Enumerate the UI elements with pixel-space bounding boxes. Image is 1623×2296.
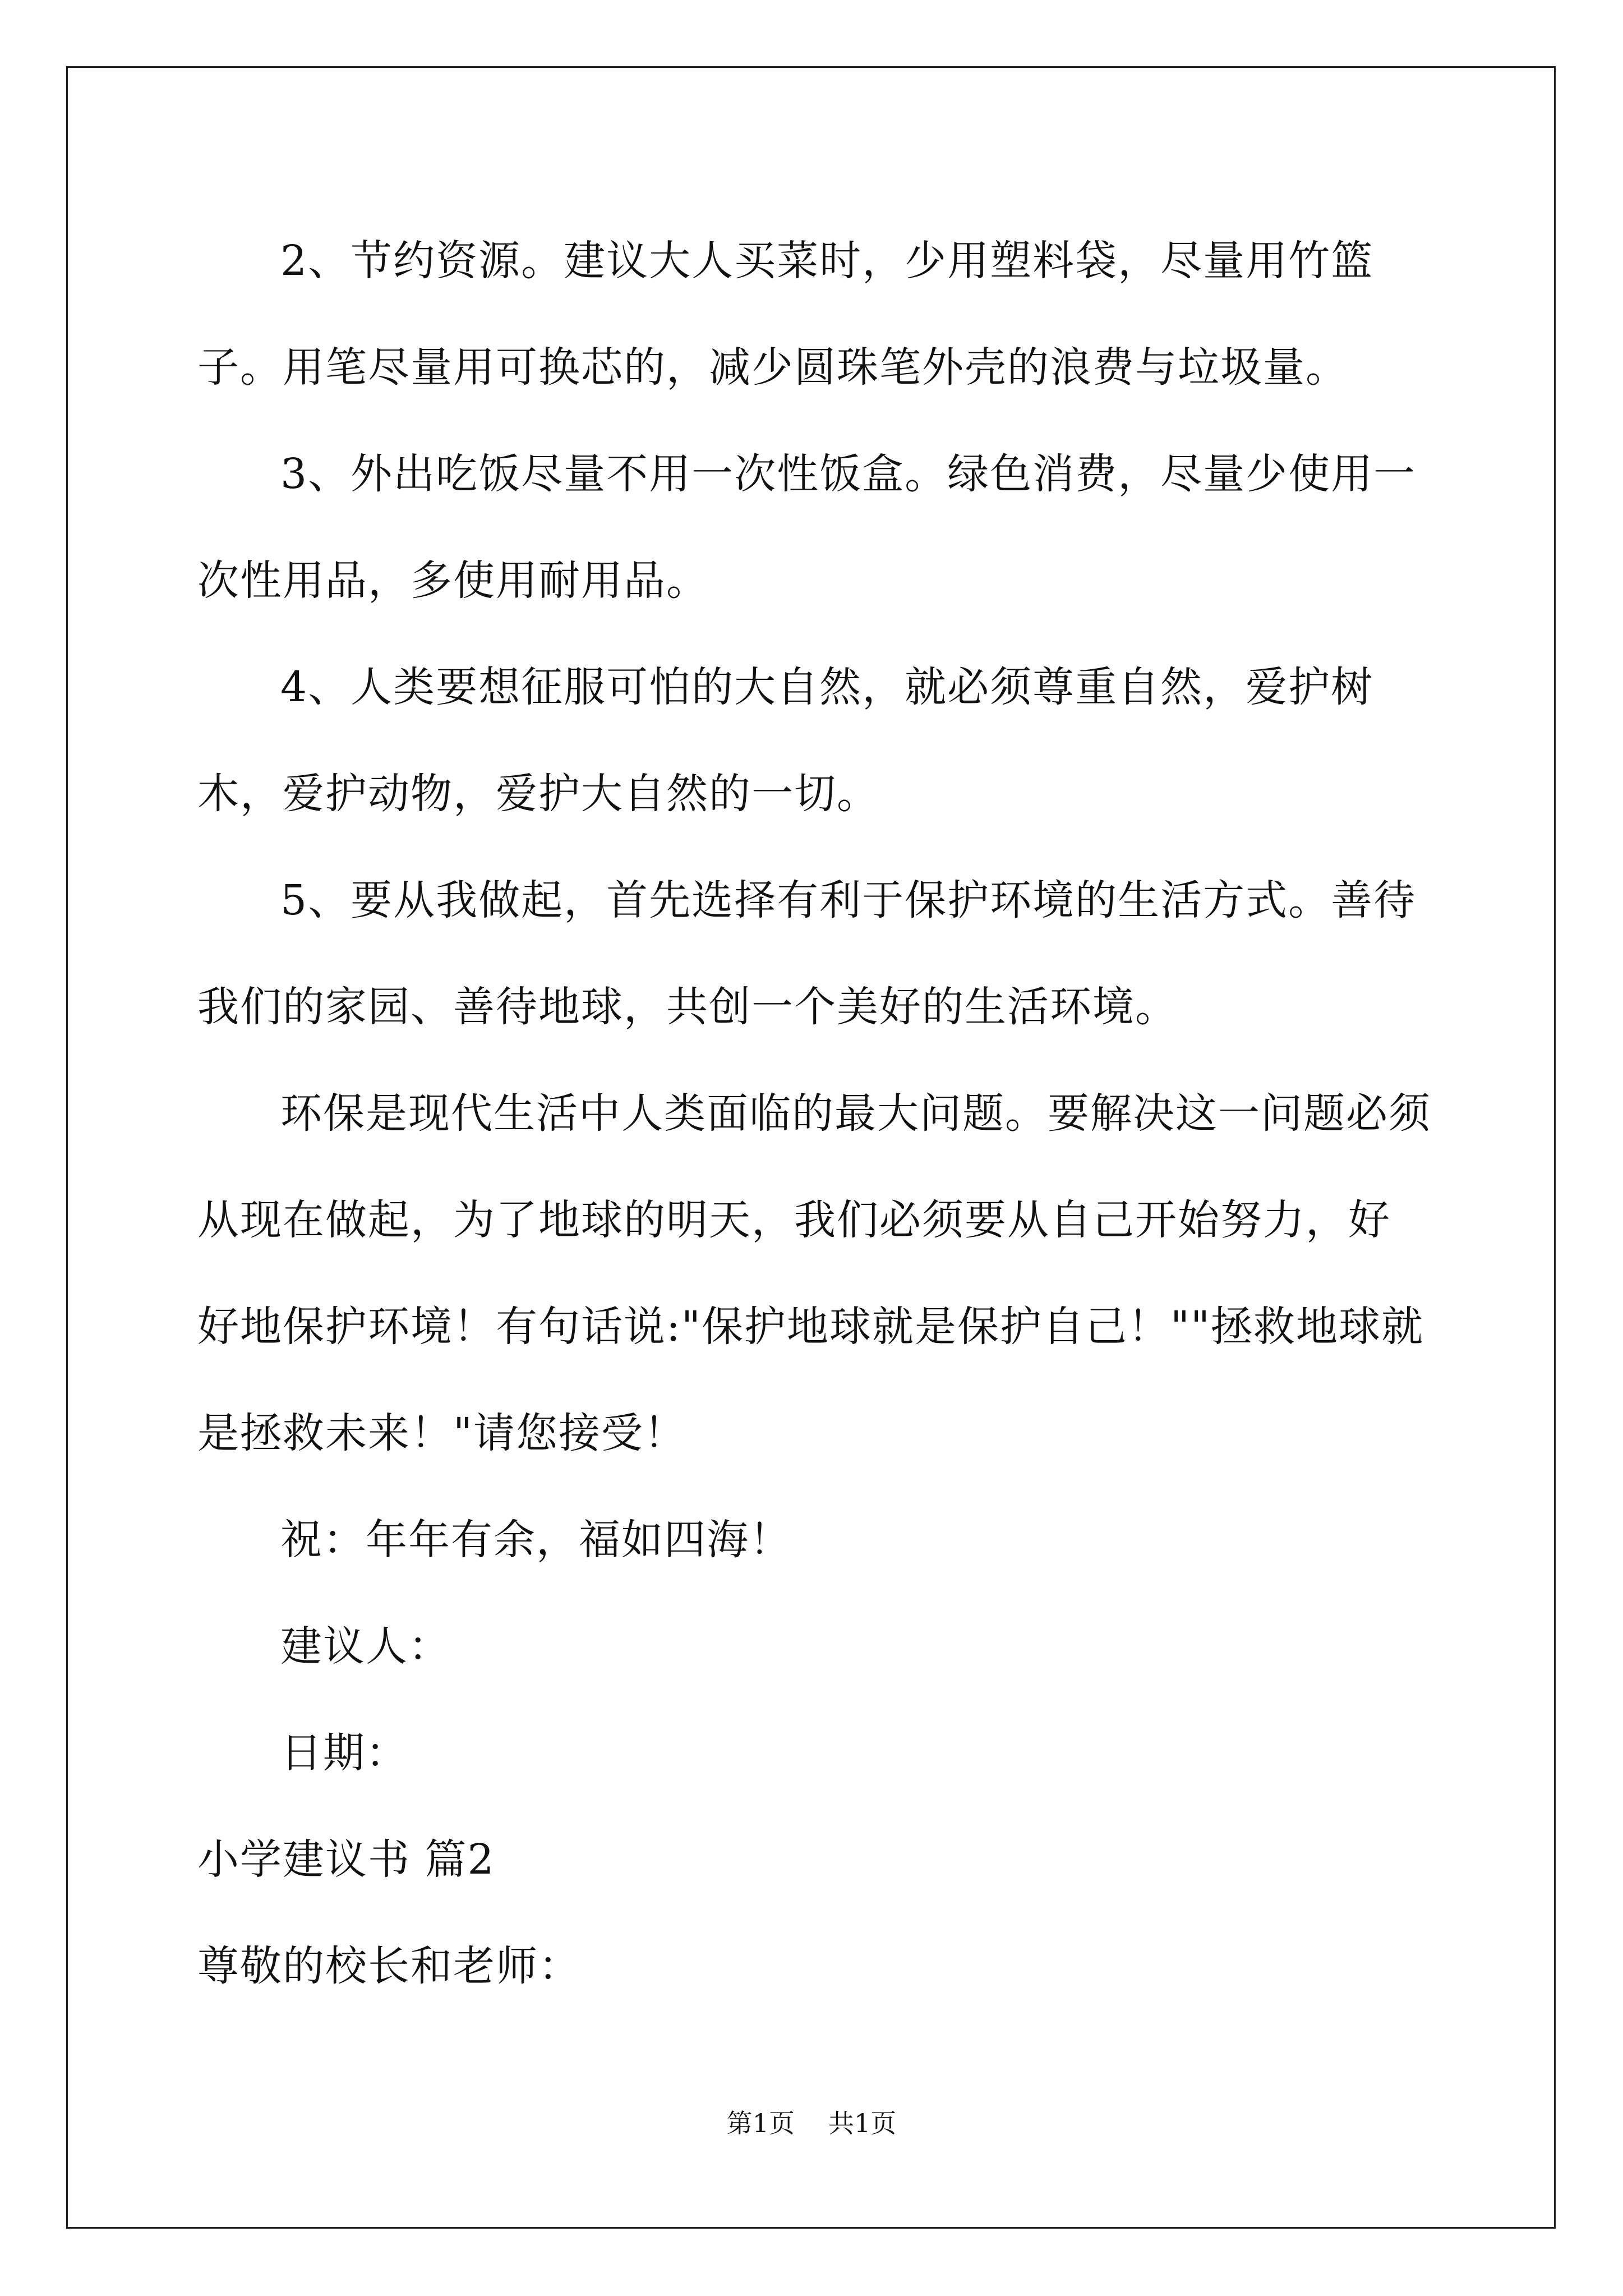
document-body: [197, 208, 1431, 2019]
date-line: 日期：: [280, 1729, 408, 1777]
paragraph-item-3: 3、外出吃饭尽量不用一次性饭盒。绿色消费，尽量少使用一次性用品，多使用耐用品。: [197, 450, 1417, 605]
greeting-line: 祝：年年有余，福如四海！: [280, 1516, 792, 1564]
paragraph-conclusion: 环保是现代生活中人类面临的最大问题。要解决这一问题必须从现在做起，为了地球的明天，我们必须要从自己开始努力，好好地保护环境！有句话说:"保护地球就是保护自己！""拯救地球就是拯救未来！"请您接受！: [197, 1089, 1431, 1457]
paragraph-item-2: 2、节约资源。建议大人买菜时，少用塑料袋，尽量用竹篮子。用笔尽量用可换芯的，减少圆珠笔外壳的浪费与垃圾量。: [197, 237, 1374, 392]
paragraph-item-4: 4、人类要想征服可怕的大自然，就必须尊重自然，爱护树木，爱护动物，爱护大自然的一切。: [197, 663, 1374, 818]
proposer-line: 建议人：: [280, 1622, 451, 1671]
salutation-line: 尊敬的校长和老师：: [197, 1942, 581, 1990]
page-total: 共1页: [828, 2108, 897, 2138]
page-number: 第1页: [726, 2108, 795, 2138]
page-footer: [0, 2106, 1623, 2140]
paragraph-item-5: 5、要从我做起，首先选择有利于保护环境的生活方式。善待我们的家园、善待地球，共创一个美好的生活环境。: [197, 876, 1417, 1031]
section-heading: 小学建议书 篇2: [197, 1835, 495, 1884]
